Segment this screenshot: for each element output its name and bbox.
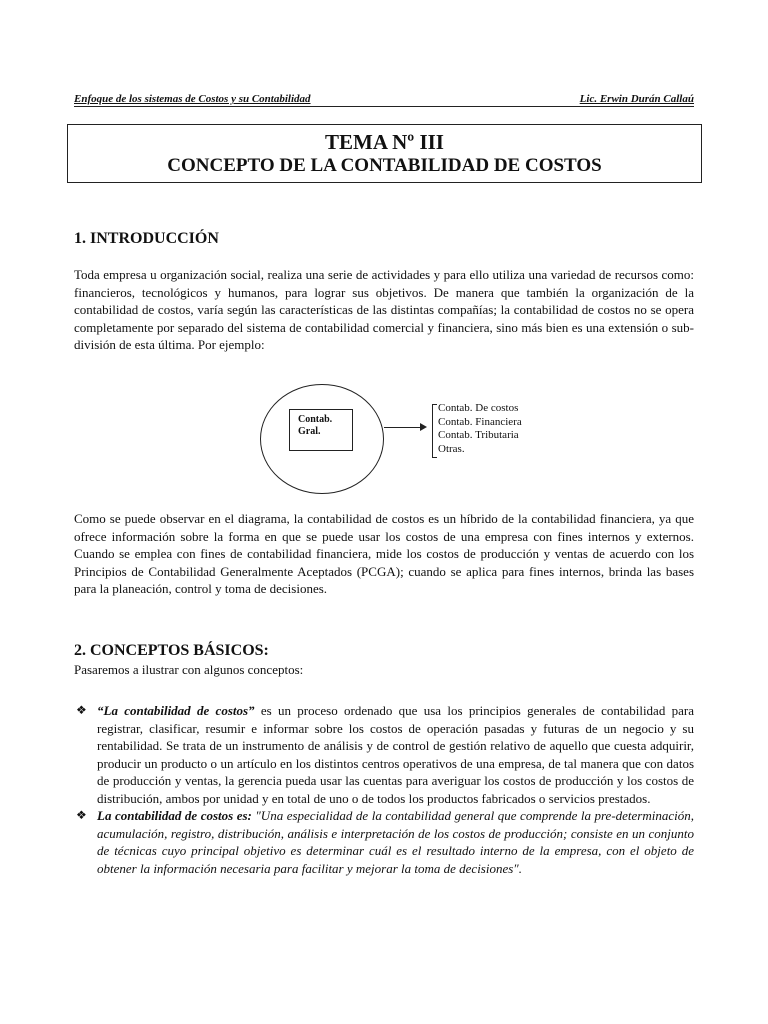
concept-bullet-2 (74, 807, 694, 877)
diagram-branch-item: Contab. Financiera (438, 415, 522, 428)
diagram-circle (260, 384, 384, 494)
concept-bullet-list (74, 702, 694, 877)
running-header (74, 93, 694, 107)
diagram-box-line-1: Contab. (298, 414, 333, 425)
brace-icon (432, 404, 437, 458)
bullet-2-term: La contabilidad de costos es: (97, 808, 252, 823)
title-box (67, 124, 702, 183)
concept-bullet-1 (74, 702, 694, 807)
diagram-box-line-2: Gral. (298, 426, 321, 437)
title-line-1: TEMA Nº III (325, 130, 444, 154)
diamond-bullet-icon: ❖ (76, 703, 87, 717)
section-1-heading: 1. INTRODUCCIÓN (74, 230, 219, 247)
diagram-branch-list (438, 402, 522, 456)
header-right: Lic. Erwin Durán Callaú (579, 93, 694, 105)
header-left: Enfoque de los sistemas de Costos y su Contabilidad (74, 93, 311, 105)
diagram-branch-item: Contab. De costos (438, 402, 519, 414)
section-1-paragraph-1: Toda empresa u organización social, realiza una serie de actividades y para ello utiliza una variedad de recursos como: financieros, tecnológicos y humanos, para lograr sus objetivos. De manera que también la organización de la contabilidad de costos, varía según las características de las distintas compañías; la contabilidad de costos no se opera completamente por separado del sistema de contabilidad comercial y financiera, sino más bien es una extensión o sub-división de esta última. Por ejemplo: (74, 267, 694, 352)
bullet-1-term: “La contabilidad de costos” (97, 703, 255, 718)
diagram-branch-item: Contab. Tributaria (438, 429, 519, 441)
diagram-inner-box (289, 409, 353, 451)
bullet-1-text: es un proceso ordenado que usa los principios generales de contabilidad para registrar, clasificar, resumir e informar sobre los costos de operación pasadas y futuras de un negocio y su rentabilidad. Se trata de un instrumento de análisis y de control de gestión relativo de aquello que cuesta adquirir, producir un producto o un artículo en los distintos centros operativos de una empresa, de tal manera que con datos de producción y ventas, la gerencia pueda usar las cuentas para averiguar los costos de producción y los costos de distribución, ambos por unidad y en total de uno o de todos los productos fabricados o servicios prestados. (97, 703, 694, 806)
section-2-heading: 2. CONCEPTOS BÁSICOS: (74, 642, 269, 659)
diagram-arrow-line (384, 427, 424, 428)
section-2-intro: Pasaremos a ilustrar con algunos conceptos: (74, 662, 304, 677)
diamond-bullet-icon: ❖ (76, 808, 87, 822)
arrow-right-icon (420, 423, 427, 431)
title-line-2: CONCEPTO DE LA CONTABILIDAD DE COSTOS (167, 155, 602, 176)
section-1-paragraph-2: Como se puede observar en el diagrama, la contabilidad de costos es un híbrido de la contabilidad financiera, ya que ofrece información sobre la forma en que se puede usar los costos de una empresa con fines internos y externos. Cuando se emplea con fines de contabilidad financiera, mide los costos de producción y ventas de acuerdo con los Principios de Contabilidad Generalmente Aceptados (PCGA); cuando se aplica para fines internos, brinda las bases para la planeación, control y toma de decisiones. (74, 511, 694, 596)
diagram-branch-item: Otras. (438, 442, 465, 455)
bullet-2-text: ″Una especialidad de la contabilidad general que comprende la pre-determinación, acumulación, registro, distribución, análisis e interpretación de los costos de producción; consiste en un conjunto de técnicas cuyo principal objetivo es determinar cuál es el resultado interno de la empresa, con el objeto de obtener la información necesaria para facilitar y mejorar la toma de decisiones″. (97, 808, 694, 876)
accounting-diagram (260, 384, 560, 494)
